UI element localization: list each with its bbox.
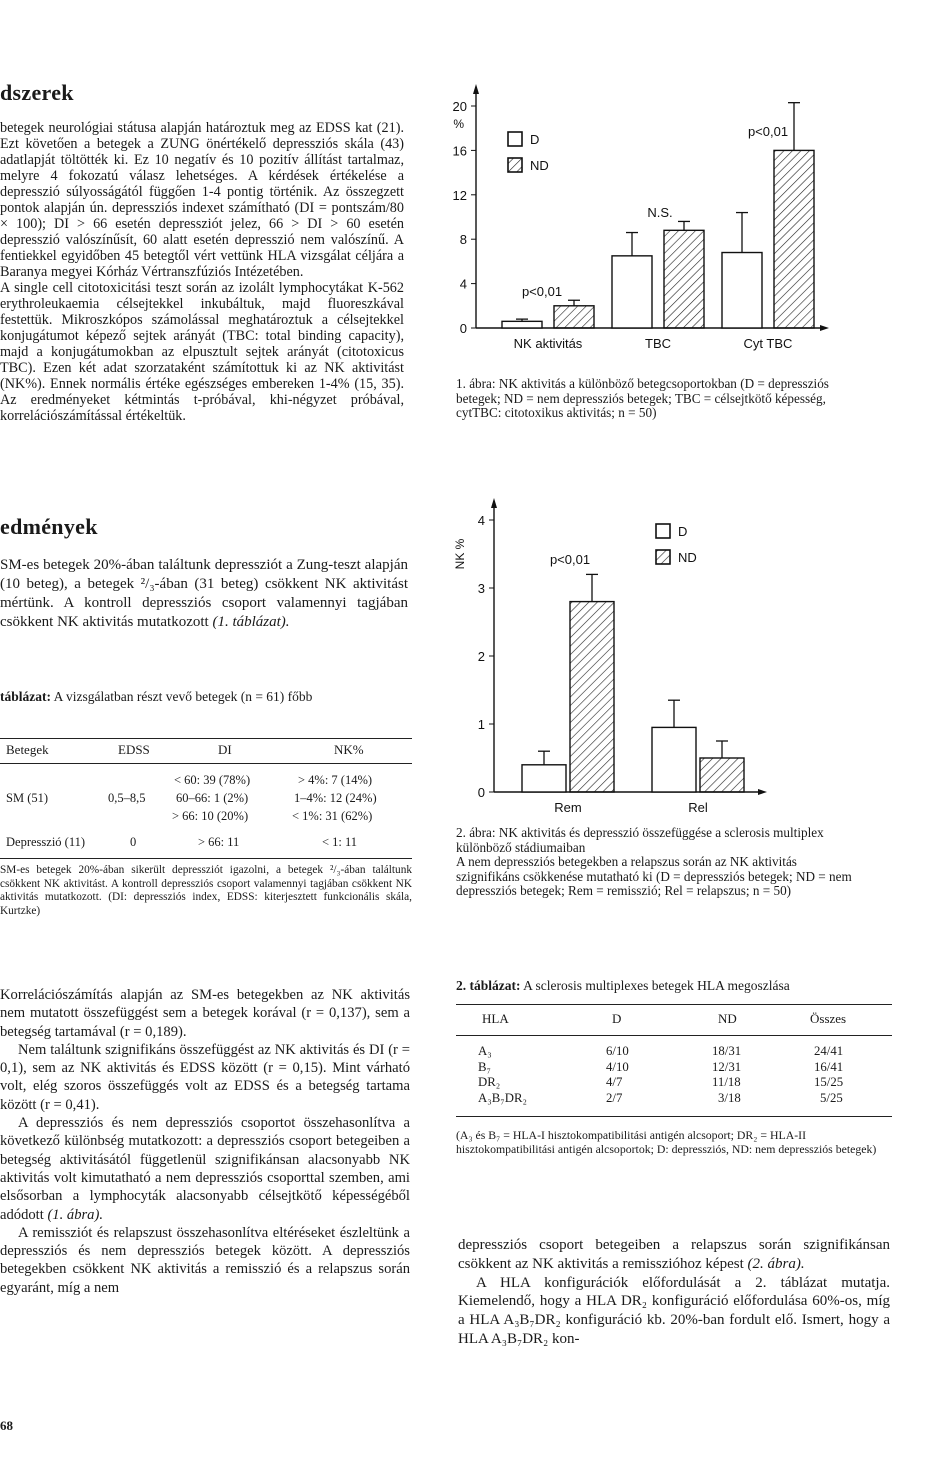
chart2-caption <box>456 826 856 899</box>
table2-cell: 4/10 <box>606 1059 629 1074</box>
table2-cell: 24/41 <box>814 1044 844 1058</box>
y-tick-label: 8 <box>459 232 467 248</box>
table1-title-label: táblázat: <box>0 689 51 704</box>
y-tick-label: 16 <box>452 143 467 159</box>
table1-title-text: A vizsgálatban részt vevő betegek (n = 61) főbb <box>53 689 313 704</box>
table1-cell-edss: 0,5–8,5 <box>108 791 146 805</box>
chart1-caption-label: 1. ábra: <box>456 376 496 391</box>
table1-header-nk: NK% <box>334 742 364 757</box>
corr-paragraph-1: Korrelációszámítás alapján az SM-es betegekben az NK aktivitás nem mutatott összefüggést sem a betegek korával (r = 0,137), sem a betegség tartamával (r = 0,189). <box>0 987 410 1040</box>
table1-header-edss: EDSS <box>118 742 150 757</box>
table2-title-label: 2. táblázat: <box>456 978 521 993</box>
x-tick-label: TBC <box>645 336 671 351</box>
bar-d-1 <box>652 727 696 792</box>
x-tick-label: NK aktivitás <box>513 336 583 351</box>
chart1-caption <box>456 377 856 421</box>
y-tick-label: 4 <box>477 513 485 528</box>
chart1-caption-text: NK aktivitás a különböző betegcsoportokban (D = depressziós betegek; ND = nem depressziós betegek; TBC = célsejtkötő képesség, cytTBC: citotoxikus aktivitás; n = 50) <box>456 376 829 421</box>
bar-nd-0 <box>554 306 594 328</box>
table1-cell-nk-4: < 1: 11 <box>322 835 358 849</box>
y-tick-label: 4 <box>459 276 467 292</box>
chart2-bars <box>522 552 744 792</box>
y-axis-label: NK % <box>453 538 467 570</box>
y-tick-label: 20 <box>452 99 467 114</box>
table1-header-patients: Betegek <box>6 742 49 757</box>
results-text <box>0 556 408 632</box>
table2-cell: 4/7 <box>606 1075 623 1089</box>
table2-body <box>456 1044 892 1106</box>
table2-cell: 12/31 <box>712 1059 742 1074</box>
table-row <box>456 1075 892 1091</box>
methods-heading: dszerek <box>0 80 74 105</box>
table1-cell-di-1: < 60: 39 (78%) <box>174 773 251 787</box>
table1-row-sm <box>0 770 412 830</box>
table2-cell: 6/10 <box>606 1044 629 1058</box>
methods-text <box>0 120 404 424</box>
methods-paragraph-2: A single cell citotoxicitási teszt során az izolált lymphocytákat K-562 erythroleukaemia célsejtekkel inkubáltuk, majd fluoreszkával festettük. Mikroszkópos számolással meghatároztuk a célsejtekkel konjugátumot képező sejtek arányát (TBC: total binding capacity), majd a konjugátumokban az elpusztult sejtek arányát (citotoxicus TBC). Ezen két adat szorzataként számítottuk ki az NK aktivitást (NK%). Ennek normális értéke egészséges embereken 1-4% (15, 35). Az eredményeket kétmintás t-próbával, khi-négyzet próbával, korrelációszámítással értékeltük. <box>0 280 404 424</box>
chart2-caption-text: NK aktivitás és depresszió összefüggése a sclerosis multiplex különböző stádiumaiban <box>456 825 824 855</box>
correlation-text <box>0 986 410 1297</box>
right-paragraph-2: A HLA konfigurációk előfordulását a 2. táblázat mutatja. Kiemelendő, hogy a HLA DR₂ konfiguráció előfordulása 60%-os, míg a HLA A₃B₇DR₂ konfiguráció kb. 20%-ban fordult elő. Ismert, hogy a HLA A₃B₇DR₂ kon- <box>458 1274 890 1347</box>
table2-rule-top <box>456 1004 892 1005</box>
table1-rule-bottom <box>0 858 412 859</box>
page-number: 68 <box>0 1418 13 1433</box>
y-axis-arrow <box>491 498 497 508</box>
table1-header-di: DI <box>218 742 232 757</box>
right-paragraph-1-text: depressziós csoport betegeiben a relapszus során szignifikánsan csökkent az NK aktivitás a remisszióhoz képest <box>458 1237 890 1272</box>
corr-paragraph-2: Nem találtunk szignifikáns összefüggést az NK aktivitás és DI (r = 0,1), sem az NK aktivitás és EDSS között (r = 0,15). Mint várható volt, elég szoros összefüggés volt az EDSS és a betegség tartama között (r = 0,41). <box>0 1041 410 1113</box>
chart2 <box>446 490 776 820</box>
table1-rule-mid <box>0 763 412 764</box>
chart2-caption-text-2: A nem depressziós betegekben a relapszus során az NK aktivitás szignifikáns csökkenése mutatható ki (D = depressziós betegek; ND = nem depressziós betegek; Rem = remisszió; Rel = relapszus; n = 50) <box>456 854 852 899</box>
right-paragraph-1-ref: (2. ábra). <box>747 1255 805 1272</box>
table1-title <box>0 688 410 705</box>
x-tick-label: Cyt TBC <box>743 336 793 351</box>
results-heading: edmények <box>0 514 98 539</box>
bar-nd-1 <box>700 758 744 792</box>
table2-cell: 5/25 <box>820 1090 843 1105</box>
bar-d-0 <box>502 321 542 328</box>
x-axis-arrow <box>758 789 767 795</box>
table1-cell-nk-2: 1–4%: 12 (24%) <box>294 791 377 805</box>
table2-header-total: Összes <box>810 1011 847 1026</box>
annotation-label: p<0,01 <box>747 124 789 139</box>
table1-cell-patients-2: Depresszió (11) <box>6 835 86 849</box>
table-row <box>456 1091 892 1107</box>
bar-nd-2 <box>774 150 814 328</box>
table1-cell-di-3: > 66: 10 (20%) <box>172 809 249 823</box>
y-tick-label: 0 <box>477 785 485 800</box>
table2-header <box>456 1006 892 1030</box>
table2-title <box>456 978 896 994</box>
table2-cell: B₇ <box>478 1059 491 1074</box>
bar-nd-1 <box>664 230 704 328</box>
table2-rule-bottom <box>456 1116 892 1117</box>
table1-rule-top <box>0 738 412 739</box>
bar-d-2 <box>722 253 762 328</box>
table2-cell: 3/18 <box>718 1090 741 1105</box>
table1-cell-nk-3: < 1%: 31 (62%) <box>292 809 373 823</box>
annotation-label: p<0,01 <box>521 284 563 299</box>
legend-swatch-d <box>656 524 670 538</box>
chart2-legend <box>656 524 697 565</box>
results-ref: (1. táblázat). <box>212 614 290 630</box>
table2-header-d: D <box>612 1011 622 1026</box>
legend-label-d: D <box>678 524 688 539</box>
legend-label-nd: ND <box>678 550 697 565</box>
table1-cell-di-2: 60–66: 1 (2%) <box>176 791 249 805</box>
x-axis-arrow <box>820 325 829 331</box>
right-paragraph-1 <box>458 1236 890 1274</box>
y-tick-label: 2 <box>477 649 485 664</box>
annotation-label: p<0,01 <box>549 552 591 567</box>
legend-swatch-d <box>508 132 522 146</box>
chart1-bars <box>502 103 814 328</box>
table2-header-nd: ND <box>718 1011 737 1026</box>
chart2-caption-label: 2. ábra: <box>456 825 496 840</box>
legend-label-d: D <box>530 132 540 147</box>
corr-paragraph-4: A remissziót és relapszust összehasonlítva eltéréseket észleltünk a depressziós és nem depressziós betegek között. A depressziós betegekben csökkent NK aktivitás a remisszió és a relapszus során egyaránt, míg a nem <box>0 1224 410 1296</box>
annotation-label: N.S. <box>647 205 673 220</box>
y-tick-label: 12 <box>452 187 467 203</box>
table2-cell: 16/41 <box>814 1059 844 1074</box>
table1-cell-edss-2: 0 <box>130 835 137 849</box>
right-text <box>458 1236 890 1349</box>
table1-header <box>0 740 412 762</box>
y-axis-label: % <box>453 117 464 131</box>
table1 <box>0 740 412 762</box>
table2-header-hla: HLA <box>482 1011 509 1026</box>
table1-cell-di-4: > 66: 11 <box>198 835 240 849</box>
x-tick-label: Rel <box>688 800 708 815</box>
bar-nd-0 <box>570 602 614 792</box>
corr-paragraph-3 <box>0 1114 410 1224</box>
table2-note: (A₃ és B₇ = HLA-I hisztokompatibilitási antigén alcsoport; DR₂ = HLA-II hisztokompatibilitási antigén alcsoportok; D: depressziós, ND: nem depressziós betegek) <box>456 1128 877 1156</box>
legend-label-nd: ND <box>530 158 549 173</box>
table1-cell-nk-1: > 4%: 7 (14%) <box>298 773 373 787</box>
corr-ref: (1. ábra). <box>47 1206 103 1223</box>
table2-rule-mid <box>456 1035 892 1036</box>
results-paragraph: SM-es betegek 20%-ában találtunk depressziót a Zung-teszt alapján (10 beteg), a betegek ²/₃-ában (31 beteg) csökkent NK aktivitást mértünk. A kontroll depressziós csoport valamennyi tagjában csökkent NK aktivitás mutatkozott <box>0 557 408 630</box>
table1-row-dep <box>0 834 412 854</box>
legend-swatch-nd <box>508 158 522 172</box>
table-row <box>456 1044 892 1060</box>
y-tick-label: 1 <box>477 717 485 732</box>
table2-cell: DR₂ <box>478 1075 501 1089</box>
table2-cell: 15/25 <box>814 1075 844 1089</box>
table-row <box>456 1060 892 1076</box>
bar-d-1 <box>612 256 652 328</box>
y-tick-label: 0 <box>459 321 467 336</box>
x-tick-label: Rem <box>554 800 582 815</box>
table2-cell: A₃B₇DR₂ <box>478 1090 527 1105</box>
table1-note: SM-es betegek 20%-ában sikerült depressziót igazolni, a betegek ²/₃-ában találtunk csökkent NK aktivitást. A kontroll depressziós csoport valamennyi tagjában csökkent NK aktivitás mutatkozott. (DI: depressziós index, EDSS: kiterjesztett funkcionális skála, Kurtzke) <box>0 864 412 917</box>
table2-cell: A₃ <box>478 1044 492 1058</box>
chart1-legend <box>508 132 549 173</box>
table2-cell: 11/18 <box>712 1075 741 1089</box>
y-axis-arrow <box>473 84 479 94</box>
corr-paragraph-3-text: A depressziós és nem depressziós csoportot összehasonlítva a következő különbség mutatkozott: a depressziós csoport betegeiben a betegség aktivitásától függetlenül szignifikánsan alacsonyabb NK aktivitás volt kimutatható a nem depressziós csoporttal szemben, ami elsősorban a lymphocyták alacsonyabb célsejtkötő képességéből adódott <box>0 1115 410 1223</box>
chart1 <box>440 70 880 370</box>
y-tick-label: 3 <box>477 581 485 596</box>
table2-cell: 2/7 <box>606 1090 623 1105</box>
bar-d-0 <box>522 765 566 792</box>
table2-title-text: A sclerosis multiplexes betegek HLA megoszlása <box>523 978 790 993</box>
table1-cell-patients: SM (51) <box>6 791 49 805</box>
table2-cell: 18/31 <box>712 1044 742 1058</box>
methods-paragraph: betegek neurológiai státusa alapján határoztuk meg az EDSS kat (21). Ezt követően a betegek a ZUNG önértékelő depressziós skála (43) adatlapját töltötték ki. Ez 10 negatív és 10 pozitív állítást tartalmaz, melyre 4 fokozatú válasz lehetséges. A kérdések értékelése a depresszió súlyosságától függően 1-4 pontig történik. Az összegzett pontok alapján ún. depressziós indexet számítható (DI = pontszám/80 × 100); DI > 66 esetén depressziót jelez, 66 > DI > 60 esetén depresszió valószínűsít, 60 alatt esetén depresszió nem valószínű. A fentiekkel egyidőben 45 betegtől vért vettünk HLA vizsgálat céljára a Baranya megyei Kórház Vértranszfúziós Intézetében. <box>0 120 404 280</box>
legend-swatch-nd <box>656 550 670 564</box>
